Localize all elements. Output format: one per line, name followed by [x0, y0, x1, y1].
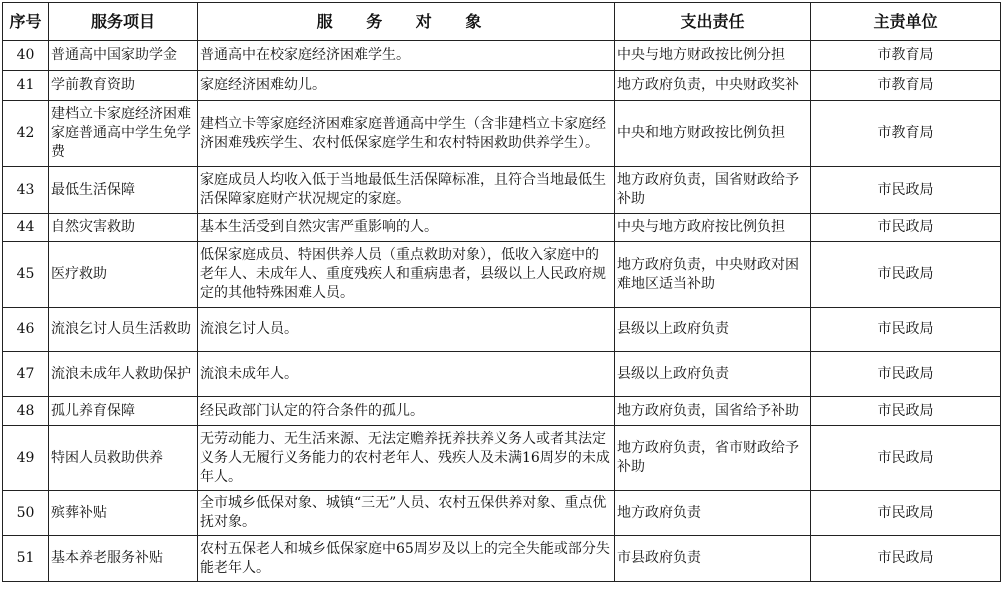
header-item: 服务项目 — [49, 3, 198, 41]
service-target: 基本生活受到自然灾害严重影响的人。 — [198, 214, 615, 242]
responsible-unit: 市民政局 — [811, 214, 1001, 242]
expenditure-responsibility: 地方政府负责，国省财政给予补助 — [615, 167, 811, 214]
expenditure-responsibility: 地方政府负责，国省给予补助 — [615, 397, 811, 426]
responsible-unit: 市教育局 — [811, 41, 1001, 71]
responsible-unit: 市民政局 — [811, 491, 1001, 536]
expenditure-responsibility: 市县政府负责 — [615, 536, 811, 582]
expenditure-responsibility: 地方政府负责，中央财政奖补 — [615, 71, 811, 101]
table-row — [3, 71, 1001, 101]
row-number: 49 — [3, 426, 49, 491]
row-number: 48 — [3, 397, 49, 426]
service-target: 家庭经济困难幼儿。 — [198, 71, 615, 101]
responsible-unit: 市民政局 — [811, 308, 1001, 352]
service-item: 自然灾害救助 — [49, 214, 198, 242]
service-target: 普通高中在校家庭经济困难学生。 — [198, 41, 615, 71]
responsible-unit: 市民政局 — [811, 426, 1001, 491]
row-number: 51 — [3, 536, 49, 582]
table-row — [3, 242, 1001, 308]
row-number: 40 — [3, 41, 49, 71]
service-target: 家庭成员人均收入低于当地最低生活保障标准，且符合当地最低生活保障家庭财产状况规定的家庭。 — [198, 167, 615, 214]
expenditure-responsibility: 中央与地方财政按比例分担 — [615, 41, 811, 71]
table-row — [3, 167, 1001, 214]
responsible-unit: 市民政局 — [811, 167, 1001, 214]
row-number: 46 — [3, 308, 49, 352]
service-item: 殡葬补贴 — [49, 491, 198, 536]
expenditure-responsibility: 地方政府负责，省市财政给予补助 — [615, 426, 811, 491]
responsible-unit: 市教育局 — [811, 101, 1001, 167]
expenditure-responsibility: 县级以上政府负责 — [615, 308, 811, 352]
expenditure-responsibility: 县级以上政府负责 — [615, 352, 811, 397]
header-row — [3, 3, 1001, 41]
responsible-unit: 市民政局 — [811, 352, 1001, 397]
header-target: 服 务 对 象 — [198, 3, 615, 41]
responsible-unit: 市民政局 — [811, 397, 1001, 426]
service-target: 无劳动能力、无生活来源、无法定赡养抚养扶养义务人或者其法定义务人无履行义务能力的农村老年人、残疾人及未满16周岁的未成年人。 — [198, 426, 615, 491]
row-number: 45 — [3, 242, 49, 308]
service-item: 流浪未成年人救助保护 — [49, 352, 198, 397]
table-row — [3, 41, 1001, 71]
table-row — [3, 491, 1001, 536]
service-item: 最低生活保障 — [49, 167, 198, 214]
service-item: 流浪乞讨人员生活救助 — [49, 308, 198, 352]
row-number: 42 — [3, 101, 49, 167]
service-target: 经民政部门认定的符合条件的孤儿。 — [198, 397, 615, 426]
service-item: 普通高中国家助学金 — [49, 41, 198, 71]
service-target: 农村五保老人和城乡低保家庭中65周岁及以上的完全失能或部分失能老年人。 — [198, 536, 615, 582]
expenditure-responsibility: 地方政府负责 — [615, 491, 811, 536]
table-row — [3, 352, 1001, 397]
service-item: 医疗救助 — [49, 242, 198, 308]
table-row — [3, 101, 1001, 167]
service-item: 建档立卡家庭经济困难家庭普通高中学生免学费 — [49, 101, 198, 167]
service-item: 特困人员救助供养 — [49, 426, 198, 491]
row-number: 43 — [3, 167, 49, 214]
responsible-unit: 市民政局 — [811, 536, 1001, 582]
row-number: 47 — [3, 352, 49, 397]
service-item: 学前教育资助 — [49, 71, 198, 101]
service-target: 流浪未成年人。 — [198, 352, 615, 397]
header-responsibility: 支出责任 — [615, 3, 811, 41]
table-row — [3, 397, 1001, 426]
header-no: 序号 — [3, 3, 49, 41]
expenditure-responsibility: 中央和地方财政按比例负担 — [615, 101, 811, 167]
service-target: 流浪乞讨人员。 — [198, 308, 615, 352]
table-row — [3, 536, 1001, 582]
service-item: 基本养老服务补贴 — [49, 536, 198, 582]
row-number: 44 — [3, 214, 49, 242]
service-target: 低保家庭成员、特困供养人员（重点救助对象），低收入家庭中的老年人、未成年人、重度残疾人和重病患者，县级以上人民政府规定的其他特殊困难人员。 — [198, 242, 615, 308]
expenditure-responsibility: 地方政府负责，中央财政对困难地区适当补助 — [615, 242, 811, 308]
service-item: 孤儿养育保障 — [49, 397, 198, 426]
header-unit: 主责单位 — [811, 3, 1001, 41]
row-number: 50 — [3, 491, 49, 536]
service-target: 建档立卡等家庭经济困难家庭普通高中学生（含非建档立卡家庭经济困难残疾学生、农村低保家庭学生和农村特困救助供养学生）。 — [198, 101, 615, 167]
service-table — [2, 2, 1001, 582]
responsible-unit: 市民政局 — [811, 242, 1001, 308]
table-row — [3, 214, 1001, 242]
expenditure-responsibility: 中央与地方政府按比例负担 — [615, 214, 811, 242]
table-row — [3, 308, 1001, 352]
service-target: 全市城乡低保对象、城镇“三无”人员、农村五保供养对象、重点优抚对象。 — [198, 491, 615, 536]
table-row — [3, 426, 1001, 491]
row-number: 41 — [3, 71, 49, 101]
responsible-unit: 市教育局 — [811, 71, 1001, 101]
